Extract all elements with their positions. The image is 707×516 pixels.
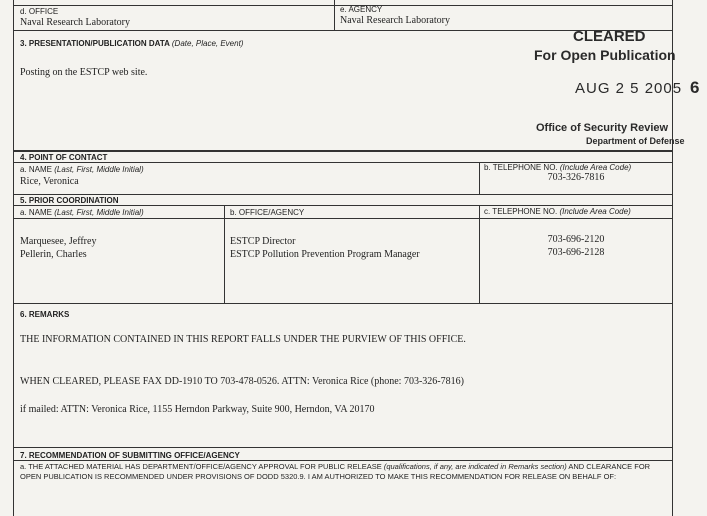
stamp-cleared: CLEARED [573,28,646,45]
rule [14,194,672,195]
section3-title [20,39,243,48]
publication-data-value: Posting on the ESTCP web site. [20,67,148,78]
poc-phone-label [484,163,631,172]
stamp-for-open-publication: For Open Publication [534,47,676,63]
coord-name-label [20,208,144,217]
poc-phone-value: 703-326-7816 [547,172,605,183]
poc-name-label-text: a. NAME [20,165,53,174]
remarks-line: if mailed: ATTN: Veronica Rice, 1155 Herndon Parkway, Suite 900, Herndon, VA 20170 [20,404,375,415]
rule [14,303,672,304]
poc-phone-label-text: b. TELEPHONE NO. [484,163,558,172]
stamp-date: AUG 2 5 2005 [575,80,683,97]
section6-title: 6. REMARKS [20,310,70,319]
recommendation-text-a: a. THE ATTACHED MATERIAL HAS DEPARTMENT/OFFICE/AGENCY APPROVAL FOR PUBLIC RELEASE [20,462,382,471]
office-value: Naval Research Laboratory [20,17,130,28]
poc-name-value: Rice, Veronica [20,176,79,187]
divider [224,205,225,303]
section7-title: 7. RECOMMENDATION OF SUBMITTING OFFICE/AGENCY [20,451,240,460]
rule [14,205,672,206]
coord-row-office: ESTCP Director [230,236,296,247]
poc-name-label [20,165,144,174]
coord-phone-hint: (Include Area Code) [559,207,631,216]
coord-phone-label [484,207,631,216]
coord-name-hint: (Last, First, Middle Initial) [54,208,144,217]
coord-row-office: ESTCP Pollution Prevention Program Manager [230,249,420,260]
coord-row-name: Pellerin, Charles [20,249,87,260]
coord-phone-label-text: c. TELEPHONE NO. [484,207,558,216]
poc-phone-hint: (Include Area Code) [559,163,632,172]
stamp-department: Department of Defense [586,136,685,146]
agency-label: e. AGENCY [340,5,383,14]
coord-office-label: b. OFFICE/AGENCY [230,208,305,217]
office-label: d. OFFICE [20,7,59,16]
coord-row-phone: 703-696-2120 [547,234,605,245]
coord-name-label-text: a. NAME [20,208,53,217]
remarks-line: WHEN CLEARED, PLEASE FAX DD-1910 TO 703-478-0526. ATTN: Veronica Rice (phone: 703-326-7816) [20,376,464,387]
recommendation-text [20,462,668,482]
recommendation-text-b: AND CLEARANCE FOR OPEN PUBLICATION IS RECOMMENDED UNDER PROVISIONS OF DODD 5320.9. I AM AUTHORIZED TO MAKE THIS RECOMMENDATION FOR RELEASE ON BEHALF OF: [20,462,651,481]
coord-row-phone: 703-696-2128 [547,247,605,258]
rule [14,460,672,461]
section4-title: 4. POINT OF CONTACT [20,153,108,162]
stamp-office: Office of Security Review [536,122,669,134]
remarks-line: THE INFORMATION CONTAINED IN THIS REPORT FALLS UNDER THE PURVIEW OF THIS OFFICE. [20,334,466,345]
section3-title-text: 3. PRESENTATION/PUBLICATION DATA [20,39,170,48]
agency-value: Naval Research Laboratory [340,15,450,26]
section5-title: 5. PRIOR COORDINATION [20,196,119,205]
rule [14,150,672,152]
margin-number: 6 [690,78,700,97]
poc-name-hint: (Last, First, Middle Initial) [54,165,144,174]
recommendation-hint: (qualifications, if any, are indicated in Remarks section) [383,462,567,471]
clearance-request-form [13,0,673,516]
divider [334,0,335,30]
rule [14,447,672,448]
section3-hint: (Date, Place, Event) [171,39,244,48]
rule [14,218,672,219]
coord-row-name: Marquesee, Jeffrey [20,236,97,247]
